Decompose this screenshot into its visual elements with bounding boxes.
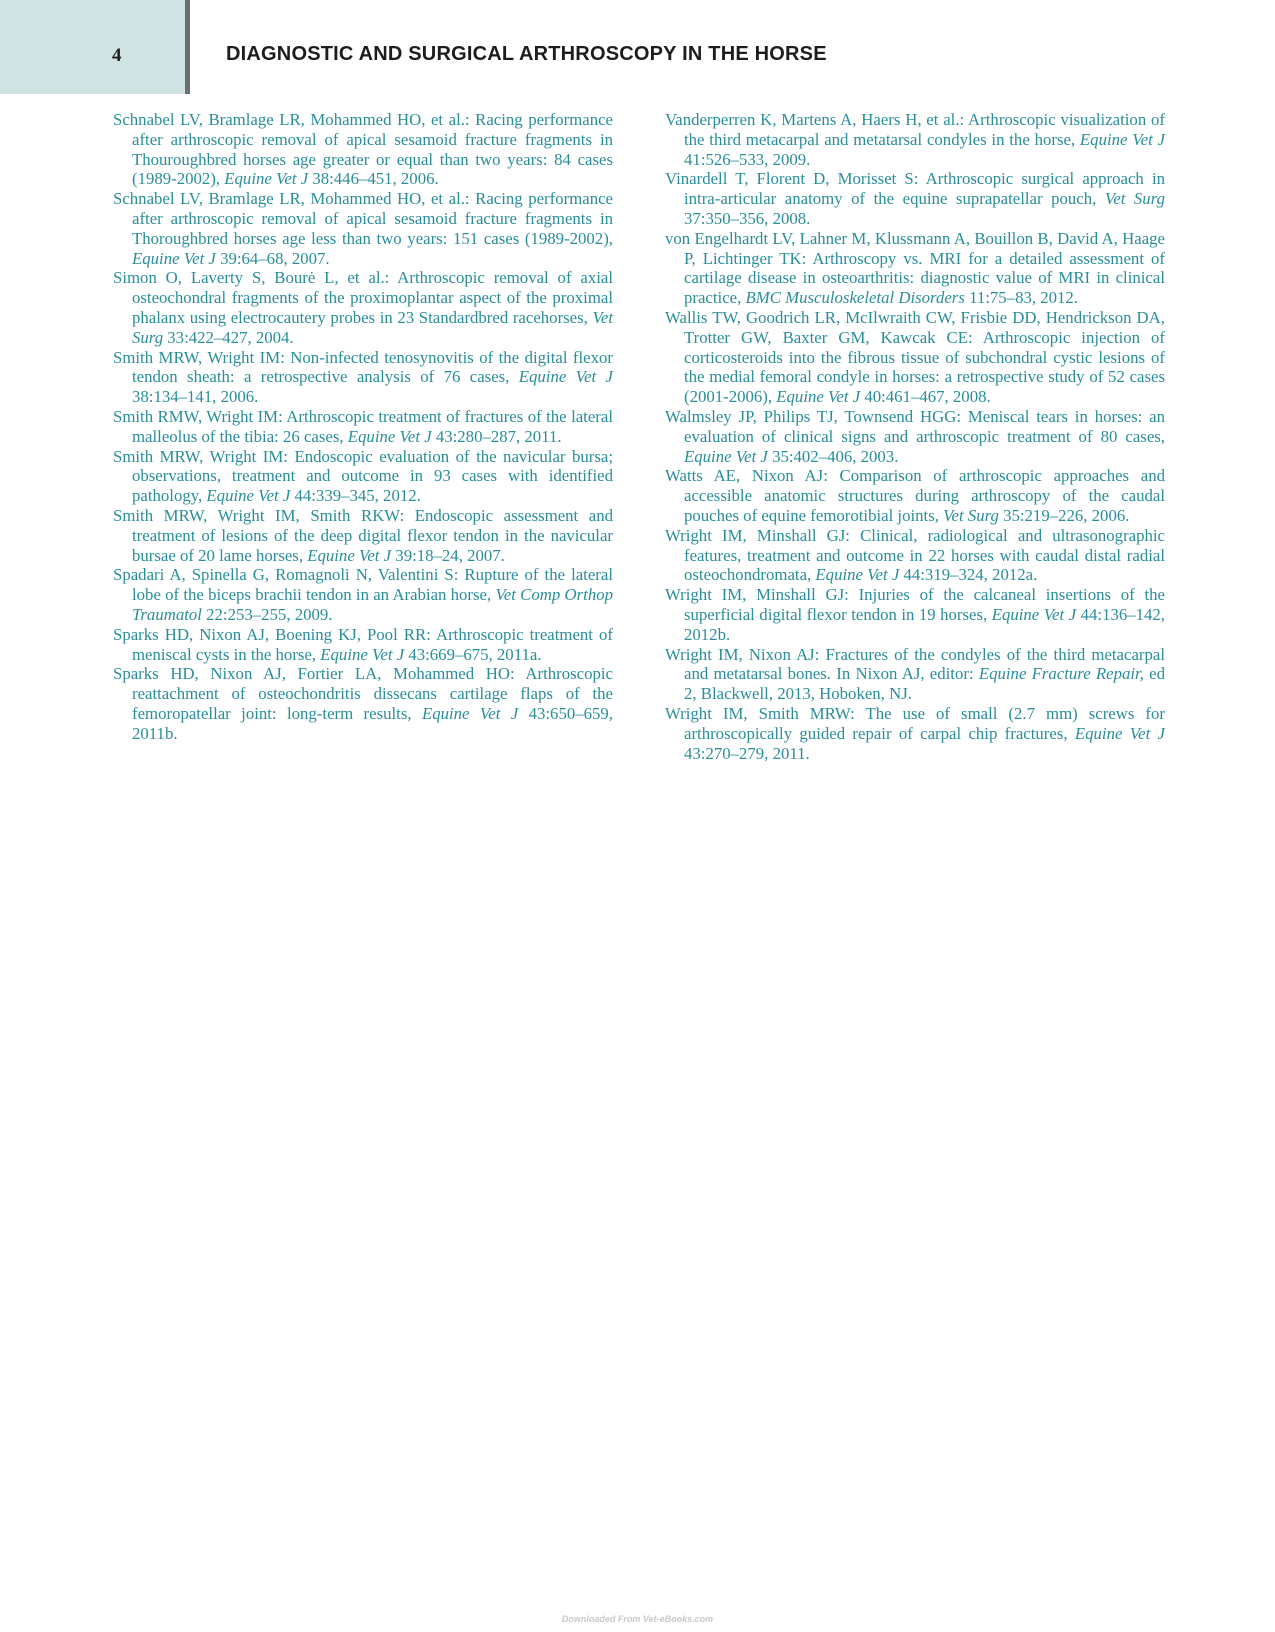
reference-text: Schnabel LV, Bramlage LR, Mohammed HO, et al.: Racing performance after arthroscopic removal of apical sesamoid fracture fragments in Thoroughbred horses age less than two years: 151 cases (1989-2002), bbox=[113, 189, 613, 248]
page-number: 4 bbox=[112, 45, 122, 66]
journal-title: Vet Surg bbox=[132, 307, 613, 347]
reference-citation: 43:270–279, 2011. bbox=[684, 743, 810, 763]
reference-citation: 39:64–68, 2007. bbox=[215, 248, 330, 268]
journal-title: Vet Surg bbox=[1104, 189, 1165, 209]
reference-text: von Engelhardt LV, Lahner M, Klussmann A, Bouillon B, David A, Haage P, Lichtinger TK: Arthroscopy vs. MRI for a detailed assessment of cartilage disease in osteoarthritis: diagnostic value of MRI in clinical practice, bbox=[665, 228, 1165, 308]
reference-citation: 44:136–142, 2012b. bbox=[684, 604, 1166, 644]
reference-text: Watts AE, Nixon AJ: Comparison of arthroscopic approaches and accessible anatomic structures during arthroscopy of the caudal pouches of equine femorotibial joints, bbox=[665, 466, 1165, 525]
reference-entry bbox=[665, 466, 1165, 525]
journal-title: Equine Vet J bbox=[518, 367, 614, 387]
reference-entry bbox=[665, 229, 1165, 308]
reference-entry bbox=[665, 645, 1165, 704]
reference-entry bbox=[113, 506, 613, 565]
journal-title: Vet Surg bbox=[943, 505, 999, 525]
journal-title: Equine Vet J bbox=[320, 644, 405, 664]
reference-citation: 33:422–427, 2004. bbox=[163, 327, 294, 347]
header-color-band bbox=[0, 0, 185, 94]
running-head: DIAGNOSTIC AND SURGICAL ARTHROSCOPY IN THE HORSE bbox=[226, 43, 827, 65]
reference-entry bbox=[665, 407, 1165, 466]
reference-entry bbox=[665, 110, 1165, 169]
reference-text: Simon O, Laverty S, Bourė L, et al.: Arthroscopic removal of axial osteochondral fragments of the proximoplantar aspect of the proximal phalanx using electrocautery probes in 23 Standardbred racehorses, bbox=[113, 268, 613, 327]
reference-text: Wright IM, Minshall GJ: Injuries of the calcaneal insertions of the superficial digital flexor tendon in 19 horses, bbox=[665, 585, 1165, 624]
reference-text: Spadari A, Spinella G, Romagnoli N, Valentini S: Rupture of the lateral lobe of the biceps brachii tendon in an Arabian horse, bbox=[113, 565, 613, 605]
reference-citation: 38:134–141, 2006. bbox=[132, 387, 259, 407]
journal-title: Equine Vet J bbox=[132, 248, 216, 268]
reference-entry bbox=[665, 704, 1165, 763]
reference-citation: ed 2, Blackwell, 2013, Hoboken, NJ. bbox=[684, 664, 1165, 704]
reference-entry bbox=[113, 565, 613, 624]
reference-entry bbox=[665, 169, 1165, 228]
download-watermark: Downloaded From Vet-eBooks.com bbox=[561, 1614, 714, 1624]
journal-title: Vet Comp Orthop Traumatol bbox=[132, 585, 613, 624]
reference-citation: 43:280–287, 2011. bbox=[431, 426, 562, 446]
reference-text: Sparks HD, Nixon AJ, Boening KJ, Pool RR: Arthroscopic treatment of meniscal cysts in the horse, bbox=[113, 624, 613, 664]
reference-entry bbox=[113, 268, 613, 347]
reference-entry bbox=[113, 348, 613, 407]
reference-citation: 39:18–24, 2007. bbox=[391, 545, 505, 565]
reference-text: Vanderperren K, Martens A, Haers H, et al.: Arthroscopic visualization of the third metacarpal and metatarsal condyles in the horse, bbox=[665, 110, 1165, 149]
reference-list-right bbox=[665, 110, 1165, 763]
journal-title: BMC Musculoskeletal Disorders bbox=[745, 288, 965, 308]
reference-text: Schnabel LV, Bramlage LR, Mohammed HO, et al.: Racing performance after arthroscopic removal of apical sesamoid fracture fragments in Thouroughbred horses age greater or equal than two years: 84 cases (1989-2002), bbox=[113, 110, 613, 189]
reference-citation: 11:75–83, 2012. bbox=[964, 288, 1078, 308]
reference-list-left bbox=[113, 110, 613, 744]
reference-entry bbox=[113, 110, 613, 189]
reference-citation: 44:339–345, 2012. bbox=[290, 486, 421, 506]
reference-entry bbox=[665, 585, 1165, 644]
reference-text: Smith MRW, Wright IM: Endoscopic evaluation of the navicular bursa; observations, treatment and outcome in 93 cases with identified pathology, bbox=[113, 446, 613, 506]
reference-entry bbox=[665, 526, 1165, 585]
journal-title: Equine Vet J bbox=[307, 545, 392, 565]
journal-title: Equine Vet J bbox=[815, 565, 900, 585]
journal-title: Equine Vet J bbox=[776, 387, 861, 407]
journal-title: Equine Fracture Repair, bbox=[978, 664, 1144, 684]
reference-text: Sparks HD, Nixon AJ, Fortier LA, Mohammed HO: Arthroscopic reattachment of osteochondritis dissecans cartilage flaps of the femoropatellar joint: long-term results, bbox=[113, 664, 613, 723]
reference-entry bbox=[665, 308, 1165, 407]
reference-citation: 43:669–675, 2011a. bbox=[404, 644, 542, 664]
journal-title: Equine Vet J bbox=[421, 703, 519, 723]
reference-text: Wallis TW, Goodrich LR, McIlwraith CW, Frisbie DD, Hendrickson DA, Trotter GW, Baxter GM, Kawcak CE: Arthroscopic injection of corticosteroids into the fibrous tissue of subchondral cystic lesions of the medial femoral condyle in horses: a retrospective study of 52 cases (2001-2006), bbox=[665, 307, 1165, 407]
reference-citation: 22:253–255, 2009. bbox=[201, 604, 333, 624]
reference-citation: 43:650–659, 2011b. bbox=[132, 703, 613, 743]
reference-text: Smith MRW, Wright IM: Non-infected tenosynovitis of the digital flexor tendon sheath: a retrospective analysis of 76 cases, bbox=[113, 347, 613, 387]
journal-title: Equine Vet J bbox=[684, 446, 768, 466]
journal-title: Equine Vet J bbox=[206, 486, 291, 506]
reference-entry bbox=[113, 447, 613, 506]
reference-text: Wright IM, Smith MRW: The use of small (2.7 mm) screws for arthroscopically guided repair of carpal chip fractures, bbox=[665, 703, 1165, 743]
reference-citation: 41:526–533, 2009. bbox=[684, 149, 811, 169]
journal-title: Equine Vet J bbox=[991, 604, 1077, 624]
reference-entry bbox=[113, 189, 613, 268]
reference-citation: 38:446–451, 2006. bbox=[308, 169, 439, 189]
reference-text: Wright IM, Nixon AJ: Fractures of the condyles of the third metacarpal and metatarsal bones. In Nixon AJ, editor: bbox=[665, 644, 1165, 684]
reference-entry bbox=[113, 664, 613, 743]
reference-citation: 40:461–467, 2008. bbox=[860, 387, 991, 407]
journal-title: Equine Vet J bbox=[347, 426, 432, 446]
reference-entry bbox=[113, 625, 613, 665]
journal-title: Equine Vet J bbox=[1079, 129, 1166, 149]
journal-title: Equine Vet J bbox=[1074, 723, 1166, 743]
reference-text: Wright IM, Minshall GJ: Clinical, radiological and ultrasonographic features, treatment and outcome in 22 horses with caudal distal radial osteochondromata, bbox=[665, 525, 1165, 585]
reference-text: Walmsley JP, Philips TJ, Townsend HGG: Meniscal tears in horses: an evaluation of clinical signs and arthroscopic treatment of 80 cases, bbox=[665, 406, 1165, 446]
reference-text: Smith MRW, Wright IM, Smith RKW: Endoscopic assessment and treatment of lesions of the deep digital flexor tendon in the navicular bursae of 20 lame horses, bbox=[113, 505, 613, 565]
header-divider bbox=[185, 0, 190, 94]
reference-citation: 35:219–226, 2006. bbox=[998, 505, 1130, 525]
reference-citation: 35:402–406, 2003. bbox=[767, 446, 899, 466]
journal-title: Equine Vet J bbox=[224, 169, 309, 189]
reference-citation: 44:319–324, 2012a. bbox=[899, 565, 1038, 585]
reference-text: Vinardell T, Florent D, Morisset S: Arthroscopic surgical approach in intra-articular anatomy of the equine suprapatellar pouch, bbox=[665, 169, 1165, 209]
reference-text: Smith RMW, Wright IM: Arthroscopic treatment of fractures of the lateral malleolus of the tibia: 26 cases, bbox=[113, 406, 613, 446]
reference-entry bbox=[113, 407, 613, 447]
reference-citation: 37:350–356, 2008. bbox=[684, 208, 811, 228]
